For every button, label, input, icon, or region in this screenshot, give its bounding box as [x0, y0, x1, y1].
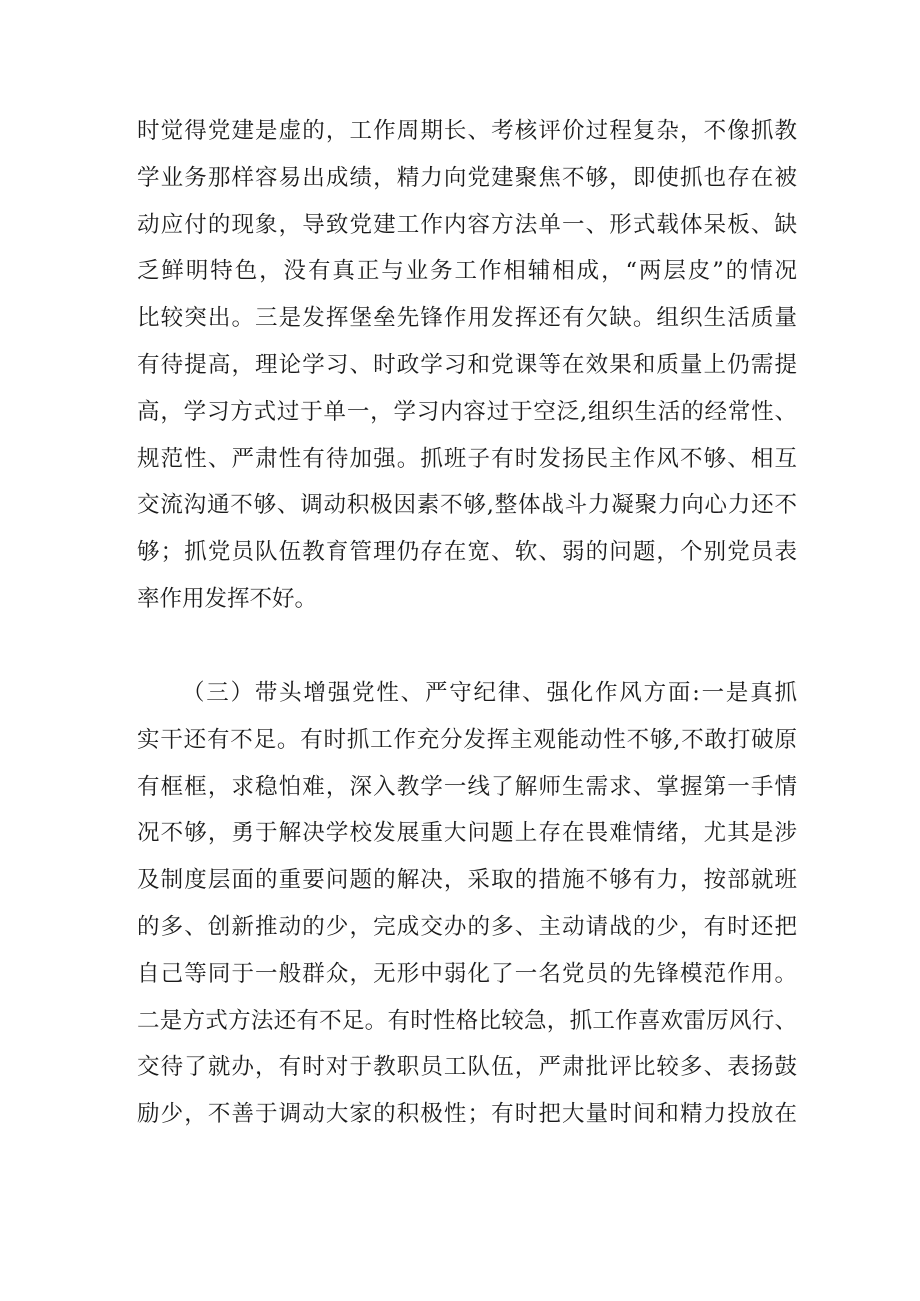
text-line: 规范性、严肃性有待加强。抓班子有时发扬民主作风不够、相互: [137, 445, 797, 472]
text-line: 率作用发挥不好。: [137, 585, 318, 612]
text-line: 够；抓党员队伍教育管理仍存在宽、软、弱的问题，个别党员表: [137, 539, 797, 566]
text-line: 实干还有不足。有时抓工作充分发挥主观能动性不够,不敢打破原: [137, 726, 797, 753]
text-line: 况不够，勇于解决学校发展重大问题上存在畏难情绪，尤其是涉: [137, 820, 797, 847]
text-line: 时觉得党建是虚的，工作周期长、考核评价过程复杂，不像抓教: [137, 118, 797, 144]
body-paragraph-2: [137, 670, 797, 1138]
text-line: 及制度层面的重要问题的解决，采取的措施不够有力，按部就班: [137, 867, 797, 894]
text-line: 比较突出。三是发挥堡垒先锋作用发挥还有欠缺。组织生活质量: [137, 305, 797, 332]
text-line: 二是方式方法还有不足。有时性格比较急，抓工作喜欢雷厉风行、: [137, 1007, 797, 1034]
body-paragraph-1: [137, 108, 797, 623]
text-line: 交流沟通不够、调动积极因素不够,整体战斗力凝聚力向心力还不: [137, 492, 797, 519]
text-line: 高，学习方式过于单一，学习内容过于空泛,组织生活的经常性、: [137, 398, 797, 425]
text-line: 的多、创新推动的少，完成交办的多、主动请战的少，有时还把: [137, 913, 797, 940]
text-line: 动应付的现象，导致党建工作内容方法单一、形式载体呆板、缺: [137, 211, 797, 238]
text-line: 自己等同于一般群众，无形中弱化了一名党员的先锋模范作用。: [137, 960, 797, 987]
text-line: 学业务那样容易出成绩，精力向党建聚焦不够，即使抓也存在被: [137, 164, 797, 191]
text-line: 有待提高，理论学习、时政学习和党课等在效果和质量上仍需提: [137, 351, 797, 378]
text-line: 交待了就办，有时对于教职员工队伍，严肃批评比较多、表扬鼓: [137, 1054, 797, 1081]
text-line: 有框框，求稳怕难，深入教学一线了解师生需求、掌握第一手情: [137, 773, 797, 800]
text-line: 乏鲜明特色，没有真正与业务工作相辅相成，“两层皮”的情况: [137, 258, 797, 285]
text-line: 励少，不善于调动大家的积极性；有时把大量时间和精力投放在: [137, 1101, 797, 1128]
section-heading-line: （三）带头增强党性、严守纪律、强化作风方面:一是真抓: [182, 680, 797, 706]
